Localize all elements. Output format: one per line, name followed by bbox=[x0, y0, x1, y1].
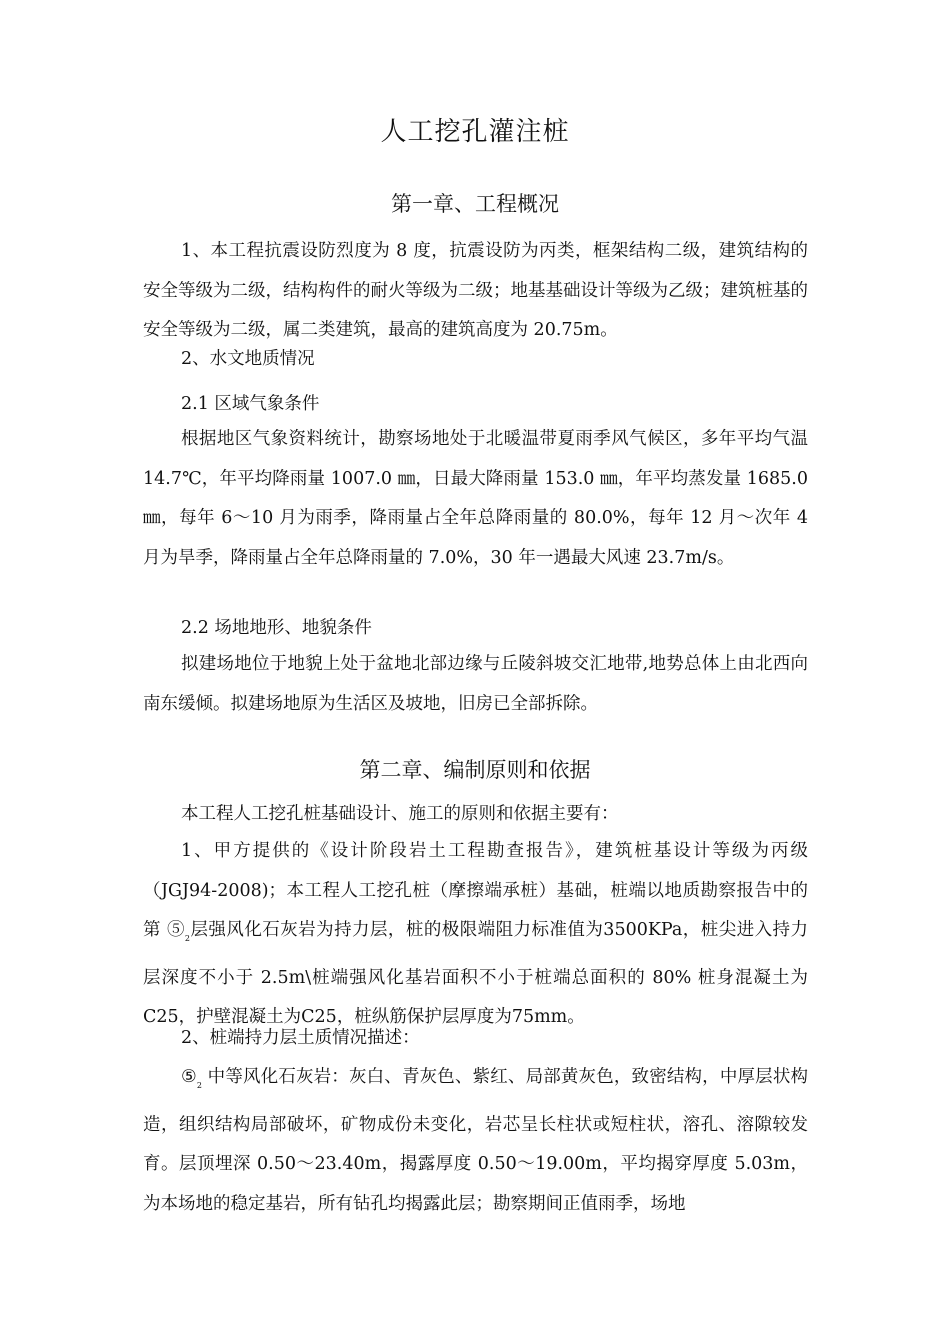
chapter-2-intro: 本工程人工挖孔桩基础设计、施工的原则和依据主要有： bbox=[181, 804, 619, 824]
chapter-2-heading: 第二章、编制原则和依据 bbox=[359, 758, 591, 782]
paragraph-1-text-a: 1、甲方提供的《设计阶段岩土工程勘查报告》，建筑桩基设计等级为丙级（JGJ94-2008)；本工程人工挖孔桩（摩擦端承桩）基础，桩端以地质勘察报告中的第 bbox=[143, 841, 808, 940]
chapter-2-section-2-heading: 2、桩端持力层土质情况描述： bbox=[181, 1028, 420, 1048]
paragraph-1-text-b: 层强风化石灰岩为持力层，桩的极限端阻力标准值为3500KPa，桩尖进入持力层深度不小于 2.5m\桩端强风化基岩面积不小于桩端总面积的 80% 桩身混凝土为C25，护壁混凝土为C25，桩纵筋保护层厚度为75mm。 bbox=[143, 920, 808, 1027]
section-2-1-heading: 2.1 区域气象条件 bbox=[181, 394, 320, 414]
chapter-2-paragraph-1 bbox=[143, 832, 808, 1038]
stratum-subscript-2: 2 bbox=[196, 1081, 202, 1090]
section-2-2-paragraph: 拟建场地位于地貌上处于盆地北部边缘与丘陵斜坡交汇地带,地势总体上由北西向南东缓倾。拟建场地原为生活区及坡地，旧房已全部拆除。 bbox=[143, 654, 808, 714]
stratum-circle-number-2: ⑤ bbox=[181, 1067, 197, 1087]
paragraph-2-text: 中等风化石灰岩：灰白、青灰色、紫红、局部黄灰色，致密结构，中厚层状构造，组织结构局部破坏，矿物成份未变化，岩芯呈长柱状或短柱状，溶孔、溶隙较发育。层顶埋深 0.50～23.40m，揭露厚度 0.50～19.00m，平均揭穿厚度 5.03m，为本场地的稳定基岩，所有钻孔均揭露此层；勘察期间正值雨季，场地 bbox=[143, 1067, 808, 1214]
chapter-1-heading: 第一章、工程概况 bbox=[391, 192, 559, 216]
section-2-1-paragraph: 根据地区气象资料统计，勘察场地处于北暖温带夏雨季风气候区，多年平均气温 14.7℃，年平均降雨量 1007.0 ㎜，日最大降雨量 153.0 ㎜，年平均蒸发量 1685.0 ㎜，每年 6～10 月为雨季，降雨量占全年总降雨量的 80.0%，每年 12 月～次年 4 月为旱季，降雨量占全年总降雨量的 7.0%，30 年一遇最大风速 23.7m/s。 bbox=[143, 429, 808, 568]
stratum-circle-number: ⑤ bbox=[166, 920, 185, 940]
document-title: 人工挖孔灌注桩 bbox=[380, 117, 570, 147]
chapter-2-paragraph-2 bbox=[143, 1058, 808, 1224]
section-2-2-heading: 2.2 场地地形、地貌条件 bbox=[181, 618, 372, 638]
section-2-heading: 2、水文地质情况 bbox=[181, 349, 315, 369]
chapter-1-paragraph-1: 1、本工程抗震设防烈度为 8 度，抗震设防为丙类，框架结构二级，建筑结构的安全等级为二级，结构构件的耐火等级为二级；地基基础设计等级为乙级；建筑桩基的安全等级为二级，属二类建筑，最高的建筑高度为 20.75m。 bbox=[143, 241, 808, 340]
stratum-subscript: 2 bbox=[184, 934, 191, 943]
